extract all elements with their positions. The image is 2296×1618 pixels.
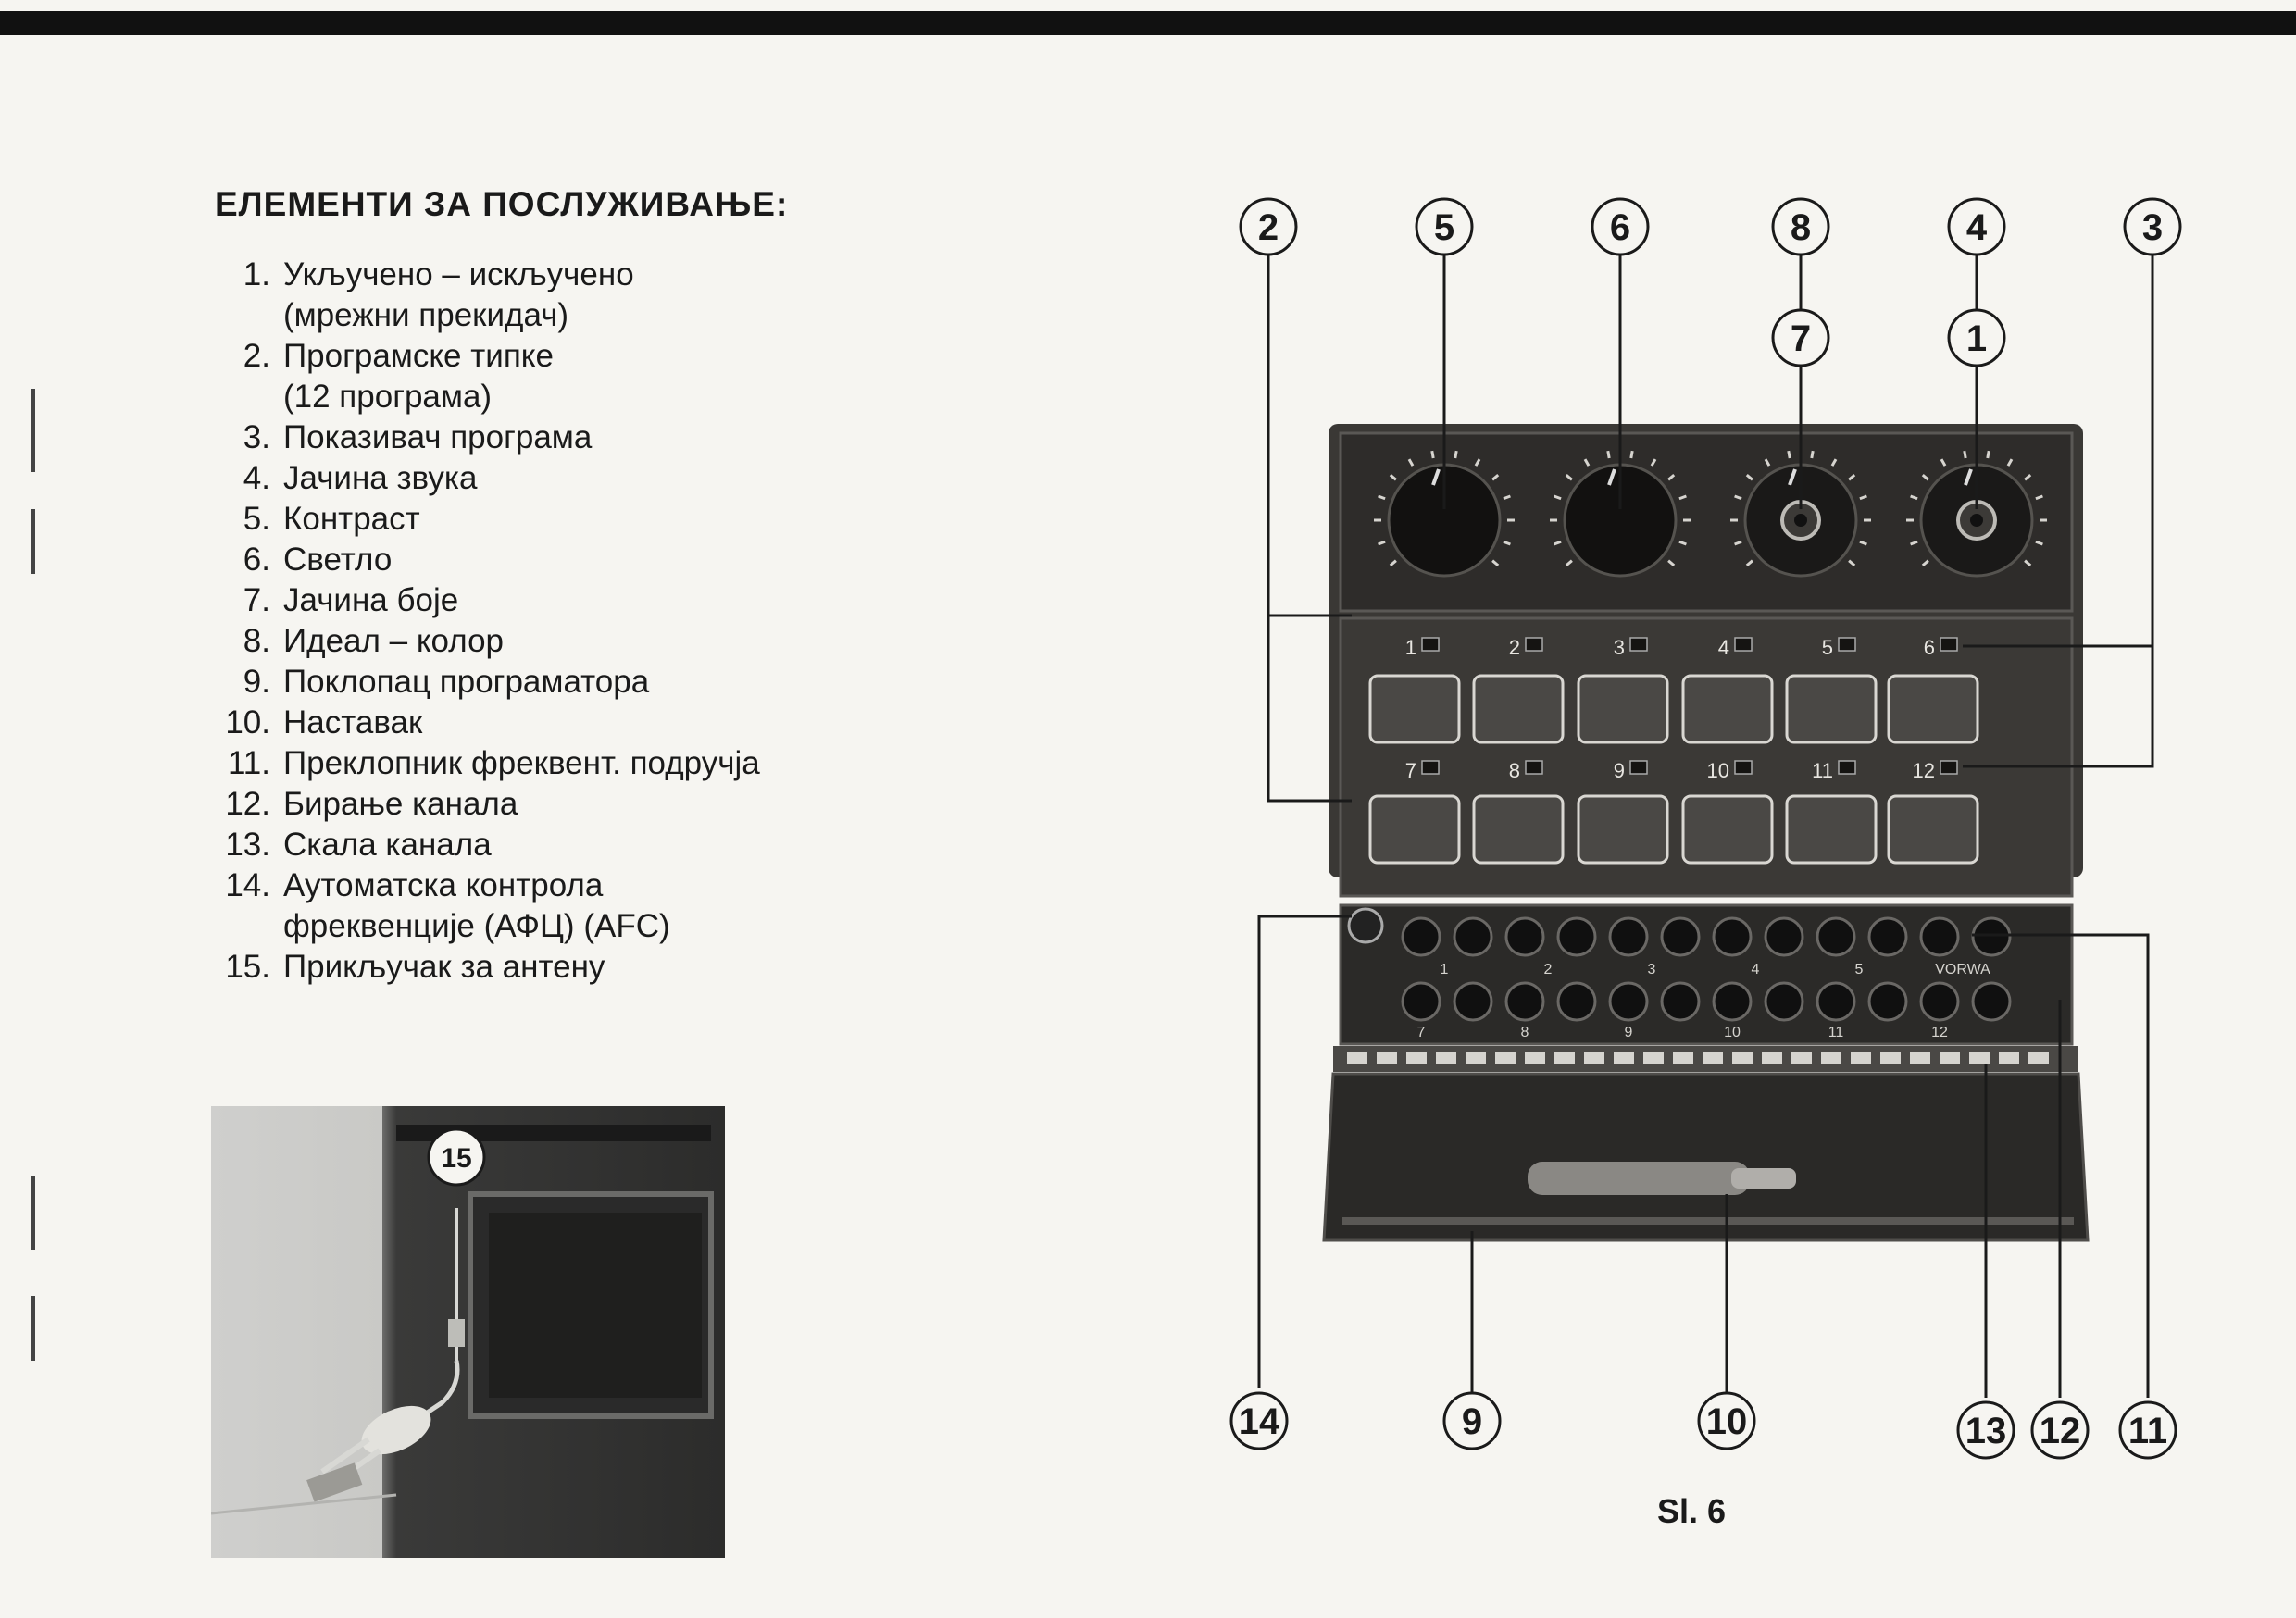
channel-scale-tick — [1584, 1052, 1604, 1064]
control-list-item — [215, 743, 760, 784]
cable-tail — [211, 1495, 396, 1513]
control-list-item — [215, 255, 760, 336]
program-number-label: 10 — [1706, 759, 1729, 782]
channel-selector-knob — [1973, 918, 2010, 955]
knob-center — [1970, 514, 1983, 527]
control-text — [283, 336, 554, 417]
program-number-label: 5 — [1821, 636, 1833, 659]
channel-scale-tick — [1347, 1052, 1367, 1064]
control-number: 10. — [225, 704, 270, 741]
program-button — [1578, 796, 1667, 863]
program-number-label: 4 — [1717, 636, 1729, 659]
control-text — [283, 947, 605, 988]
control-text-line: Преклопник фреквент. подручја — [283, 745, 760, 781]
control-text — [283, 499, 420, 540]
selector-label-bottom: 10 — [1724, 1025, 1741, 1040]
program-button — [1889, 796, 1978, 863]
channel-selector-knob — [1558, 918, 1595, 955]
control-text-line: Наставак — [283, 704, 423, 741]
program-button — [1787, 676, 1876, 742]
control-list-item — [215, 499, 760, 540]
program-number-label: 6 — [1923, 636, 1935, 659]
control-list-item — [215, 662, 760, 703]
control-list-item — [215, 703, 760, 743]
channel-scale-tick — [1703, 1052, 1723, 1064]
control-text-line: Светло — [283, 541, 393, 578]
channel-scale-tick — [1791, 1052, 1812, 1064]
program-button — [1578, 676, 1667, 742]
control-text-line: Прикључак за антену — [283, 949, 605, 985]
control-text-line: Укључено – искључено — [283, 256, 634, 292]
knob-scale-tick — [1812, 451, 1813, 458]
callout-4-label: 4 — [1965, 207, 1988, 248]
program-number-label: 12 — [1912, 759, 1935, 782]
channel-selector-knob — [1403, 983, 1440, 1020]
top-border — [0, 11, 2296, 35]
control-text-line: Идеал – колор — [283, 623, 504, 659]
control-text — [283, 540, 392, 580]
channel-selector-knob — [1454, 983, 1491, 1020]
control-text — [283, 255, 634, 336]
control-text-line: Аутоматска контрола — [283, 867, 604, 903]
channel-scale-tick — [1673, 1052, 1693, 1064]
program-button — [1889, 676, 1978, 742]
control-number: 4. — [243, 460, 270, 496]
program-button — [1370, 676, 1459, 742]
margin-mark — [31, 509, 35, 574]
selector-label-top: 3 — [1647, 962, 1656, 977]
control-text — [283, 458, 477, 499]
channel-selector-knob — [1869, 983, 1906, 1020]
control-list-item — [215, 417, 760, 458]
channel-scale-tick — [1880, 1052, 1901, 1064]
program-indicator-lamp — [1940, 638, 1957, 651]
program-number-label: 7 — [1404, 759, 1416, 782]
control-list-item — [215, 621, 760, 662]
control-number: 8. — [243, 623, 270, 659]
program-indicator-lamp — [1940, 761, 1957, 774]
control-list-item — [215, 580, 760, 621]
program-button — [1683, 676, 1772, 742]
selector-label-bottom: 11 — [1828, 1025, 1844, 1040]
channel-scale-tick — [1969, 1052, 1990, 1064]
control-text-line: Скала канала — [283, 827, 492, 863]
channel-scale-tick — [1466, 1052, 1486, 1064]
selector-label-top: 2 — [1543, 962, 1553, 977]
channel-selector-knob — [1610, 983, 1647, 1020]
knob-scale-tick — [1789, 451, 1790, 458]
channel-selector-knob — [1403, 918, 1440, 955]
selector-label-top: VORWA — [1935, 962, 1990, 977]
control-text-line: Јачина боје — [283, 582, 459, 618]
program-indicator-lamp — [1422, 638, 1439, 651]
channel-selector-knob — [1714, 983, 1751, 1020]
control-number: 6. — [243, 541, 270, 578]
channel-selector-knob — [1506, 918, 1543, 955]
callout-1-label: 1 — [1965, 318, 1988, 359]
channel-selector-knob — [1817, 983, 1854, 1020]
control-number: 15. — [225, 949, 270, 985]
control-text — [283, 703, 422, 743]
channel-scale-tick — [1377, 1052, 1397, 1064]
program-button — [1474, 676, 1563, 742]
channel-selector-knob — [1973, 983, 2010, 1020]
callout-9-label: 9 — [1461, 1401, 1483, 1442]
control-number: 3. — [243, 419, 270, 455]
channel-selector-knob — [1869, 918, 1906, 955]
callout-8-label: 8 — [1790, 207, 1812, 248]
control-list-item — [215, 865, 760, 947]
control-list-item — [215, 947, 760, 988]
selector-label-bottom: 8 — [1520, 1025, 1529, 1040]
program-number-label: 3 — [1613, 636, 1625, 659]
channel-scale-tick — [1554, 1052, 1575, 1064]
channel-scale-tick — [1999, 1052, 2019, 1064]
control-number: 9. — [243, 664, 270, 700]
channel-scale-tick — [1525, 1052, 1545, 1064]
control-text — [283, 621, 504, 662]
knob-center — [1794, 514, 1807, 527]
callout-5-label: 5 — [1433, 207, 1455, 248]
knob-scale-tick — [1432, 451, 1433, 458]
channel-scale-tick — [1436, 1052, 1456, 1064]
program-indicator-lamp — [1735, 638, 1752, 651]
control-text-line: Поклопац програматора — [283, 664, 650, 700]
program-indicator-lamp — [1630, 761, 1647, 774]
callout-10-label: 10 — [1705, 1401, 1748, 1442]
channel-selector-knob — [1662, 983, 1699, 1020]
control-number: 1. — [243, 256, 270, 292]
control-number: 5. — [243, 501, 270, 537]
antenna-connector-photo — [211, 1106, 725, 1558]
callout-12-label: 12 — [2039, 1411, 2081, 1451]
control-text — [283, 825, 492, 865]
margin-mark — [31, 1296, 35, 1361]
channel-scale-tick — [1762, 1052, 1782, 1064]
cover-edge — [1342, 1217, 2074, 1225]
knob-scale-tick — [1988, 451, 1989, 458]
program-button — [1474, 796, 1563, 863]
program-number-label: 11 — [1812, 759, 1833, 782]
program-indicator-lamp — [1839, 638, 1855, 651]
programmer-cover — [1324, 1074, 2088, 1240]
tv-back-recess — [489, 1213, 702, 1398]
program-button — [1683, 796, 1772, 863]
control-list-item — [215, 458, 760, 499]
control-text-line: (мрежни прекидач) — [283, 297, 569, 333]
callout-2-label: 2 — [1257, 207, 1279, 248]
control-list-item — [215, 825, 760, 865]
channel-selector-knob — [1454, 918, 1491, 955]
control-text-line: (12 програма) — [283, 379, 493, 415]
page-heading: ЕЛЕМЕНТИ ЗА ПОСЛУЖИВАЊЕ: — [215, 185, 789, 223]
control-number: 7. — [243, 582, 270, 618]
control-text — [283, 580, 458, 621]
channel-scale-tick — [1732, 1052, 1753, 1064]
program-button — [1370, 796, 1459, 863]
control-number: 14. — [225, 867, 270, 903]
selector-label-bottom: 12 — [1931, 1025, 1948, 1040]
selector-label-top: 5 — [1854, 962, 1864, 977]
program-number-label: 8 — [1508, 759, 1520, 782]
knob-scale-tick — [1455, 451, 1456, 458]
cable-ferrite — [448, 1319, 465, 1347]
channel-scale-tick — [1910, 1052, 1930, 1064]
callout-15-label: 15 — [441, 1143, 472, 1174]
callout-6-label: 6 — [1609, 207, 1631, 248]
control-text-line: Контраст — [283, 501, 420, 537]
channel-selector-knob — [1921, 983, 1958, 1020]
program-number-label: 9 — [1613, 759, 1625, 782]
control-text — [283, 662, 649, 703]
callout-11-label: 11 — [2128, 1411, 2168, 1451]
channel-selector-knob — [1662, 918, 1699, 955]
channel-scale-tick — [1940, 1052, 1960, 1064]
margin-mark — [31, 1176, 35, 1250]
controls-list — [215, 255, 760, 988]
selector-label-bottom: 7 — [1416, 1025, 1426, 1040]
control-text — [283, 743, 760, 784]
control-text-line: Бирање канала — [283, 786, 518, 822]
channel-scale-tick — [1614, 1052, 1634, 1064]
program-indicator-lamp — [1630, 638, 1647, 651]
control-number: 2. — [243, 338, 270, 374]
margin-mark — [31, 389, 35, 472]
control-text — [283, 865, 670, 947]
extension-tool-tip — [1731, 1168, 1796, 1189]
control-list-item — [215, 336, 760, 417]
channel-selector-knob — [1714, 918, 1751, 955]
control-number: 13. — [225, 827, 270, 863]
selector-label-top: 1 — [1440, 962, 1449, 977]
control-list-item — [215, 540, 760, 580]
program-indicator-lamp — [1526, 638, 1542, 651]
plug-clip — [306, 1462, 362, 1501]
callout-3-label: 3 — [2141, 207, 2164, 248]
callout-13-label: 13 — [1965, 1411, 2007, 1451]
extension-tool — [1528, 1162, 1750, 1195]
channel-selector-knob — [1558, 983, 1595, 1020]
control-text-line: фреквенције (АФЦ) (AFC) — [283, 908, 670, 944]
control-text-line: Програмске типке — [283, 338, 554, 374]
program-indicator-lamp — [1735, 761, 1752, 774]
channel-selector-knob — [1766, 983, 1803, 1020]
figure-caption: Sl. 6 — [1657, 1492, 1727, 1530]
channel-selector-knob — [1921, 918, 1958, 955]
antenna-plug — [354, 1396, 438, 1464]
program-button — [1787, 796, 1876, 863]
program-indicator-lamp — [1422, 761, 1439, 774]
channel-scale-tick — [1495, 1052, 1516, 1064]
channel-selector-knob — [1610, 918, 1647, 955]
channel-scale-tick — [1643, 1052, 1664, 1064]
selector-label-top: 4 — [1751, 962, 1760, 977]
control-text — [283, 784, 518, 825]
channel-selector-knob — [1766, 918, 1803, 955]
control-list-item — [215, 784, 760, 825]
control-number: 12. — [225, 786, 270, 822]
control-text — [283, 417, 592, 458]
selector-label-bottom: 9 — [1624, 1025, 1633, 1040]
channel-scale-tick — [1406, 1052, 1427, 1064]
program-number-label: 2 — [1508, 636, 1520, 659]
afc-switch — [1349, 909, 1382, 942]
control-text-line: Јачина звука — [283, 460, 478, 496]
knob-scale-tick — [1631, 451, 1632, 458]
channel-scale-tick — [1821, 1052, 1841, 1064]
program-indicator-lamp — [1839, 761, 1855, 774]
control-text-line: Показивач програма — [283, 419, 593, 455]
control-number: 11. — [227, 745, 270, 781]
channel-scale-tick — [2028, 1052, 2049, 1064]
channel-scale-tick — [1851, 1052, 1871, 1064]
program-number-label: 1 — [1404, 636, 1416, 659]
knob-scale-tick — [1608, 451, 1609, 458]
channel-selector-knob — [1506, 983, 1543, 1020]
program-indicator-lamp — [1526, 761, 1542, 774]
callout-7-label: 7 — [1790, 318, 1812, 359]
callout-14-label: 14 — [1238, 1401, 1280, 1442]
programmer-figure — [1194, 185, 2231, 1481]
channel-selector-knob — [1817, 918, 1854, 955]
